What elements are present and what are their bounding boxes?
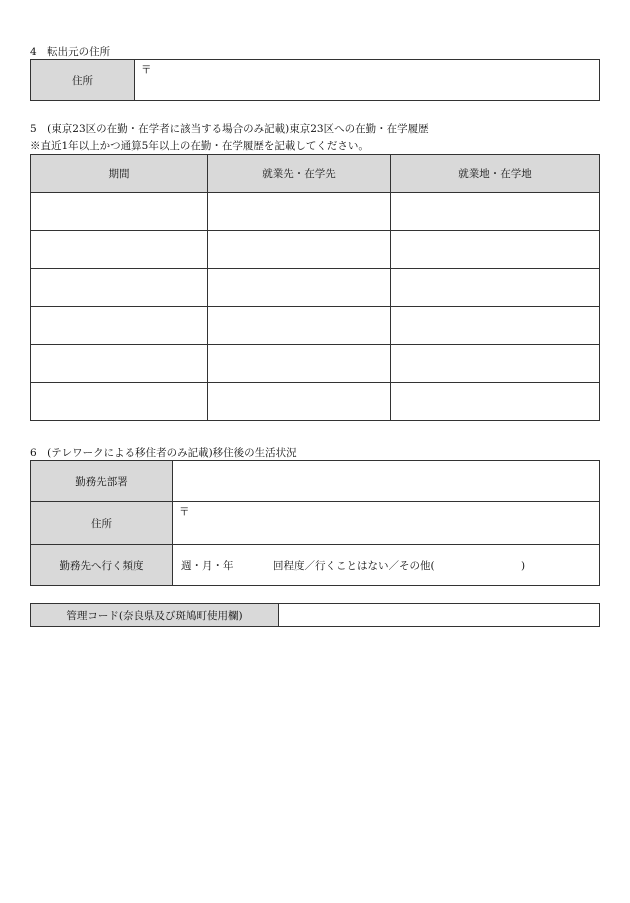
location-cell[interactable] [391, 269, 600, 307]
location-cell[interactable] [391, 231, 600, 269]
header-employer: 就業先・在学先 [208, 155, 391, 193]
table-row [31, 231, 600, 269]
dept-label: 勤務先部署 [31, 461, 173, 502]
dept-field[interactable] [173, 461, 600, 502]
employer-cell[interactable] [208, 307, 391, 345]
frequency-options: 回程度／行くことはない／その他( [273, 559, 435, 572]
management-code-field[interactable] [279, 604, 600, 627]
header-location: 就業地・在学地 [391, 155, 600, 193]
work-history-table [30, 154, 600, 421]
section-4-title: 4 転出元の住所 [30, 46, 111, 58]
employer-cell[interactable] [208, 269, 391, 307]
address-label: 住所 [31, 502, 173, 545]
table-row [31, 345, 600, 383]
section-5-note: ※直近1年以上かつ通算5年以上の在勤・在学履歴を記載してください。 [30, 140, 369, 152]
location-cell[interactable] [391, 383, 600, 421]
employer-cell[interactable] [208, 383, 391, 421]
management-code-table [30, 603, 600, 627]
frequency-units: 週・月・年 [181, 559, 234, 572]
location-cell[interactable] [391, 307, 600, 345]
table-row [31, 193, 600, 231]
period-cell[interactable] [31, 307, 208, 345]
period-cell[interactable] [31, 345, 208, 383]
period-cell[interactable] [31, 383, 208, 421]
period-cell[interactable] [31, 269, 208, 307]
employer-cell[interactable] [208, 345, 391, 383]
table-row [31, 269, 600, 307]
section-5-title: 5 (東京23区の在勤・在学者に該当する場合のみ記載)東京23区への在勤・在学履歴 [30, 123, 429, 135]
postal-mark: 〒 [179, 506, 190, 518]
period-cell[interactable] [31, 193, 208, 231]
table-row [31, 383, 600, 421]
location-cell[interactable] [391, 193, 600, 231]
address-label: 住所 [31, 60, 135, 101]
work-address-field[interactable] [173, 502, 600, 545]
table-header-row [31, 155, 600, 193]
frequency-label: 勤務先へ行く頻度 [31, 545, 173, 586]
employer-cell[interactable] [208, 231, 391, 269]
postal-mark: 〒 [141, 64, 152, 76]
location-cell[interactable] [391, 345, 600, 383]
telework-status-table [30, 460, 600, 586]
frequency-close: ) [521, 559, 526, 572]
section-6-title: 6 (テレワークによる移住者のみ記載)移住後の生活状況 [30, 447, 297, 459]
frequency-field[interactable] [173, 545, 600, 586]
former-address-table [30, 59, 600, 101]
employer-cell[interactable] [208, 193, 391, 231]
management-code-label: 管理コード(奈良県及び斑鳩町使用欄) [31, 604, 279, 627]
table-row [31, 307, 600, 345]
period-cell[interactable] [31, 231, 208, 269]
former-address-field[interactable] [135, 60, 600, 101]
header-period: 期間 [31, 155, 208, 193]
